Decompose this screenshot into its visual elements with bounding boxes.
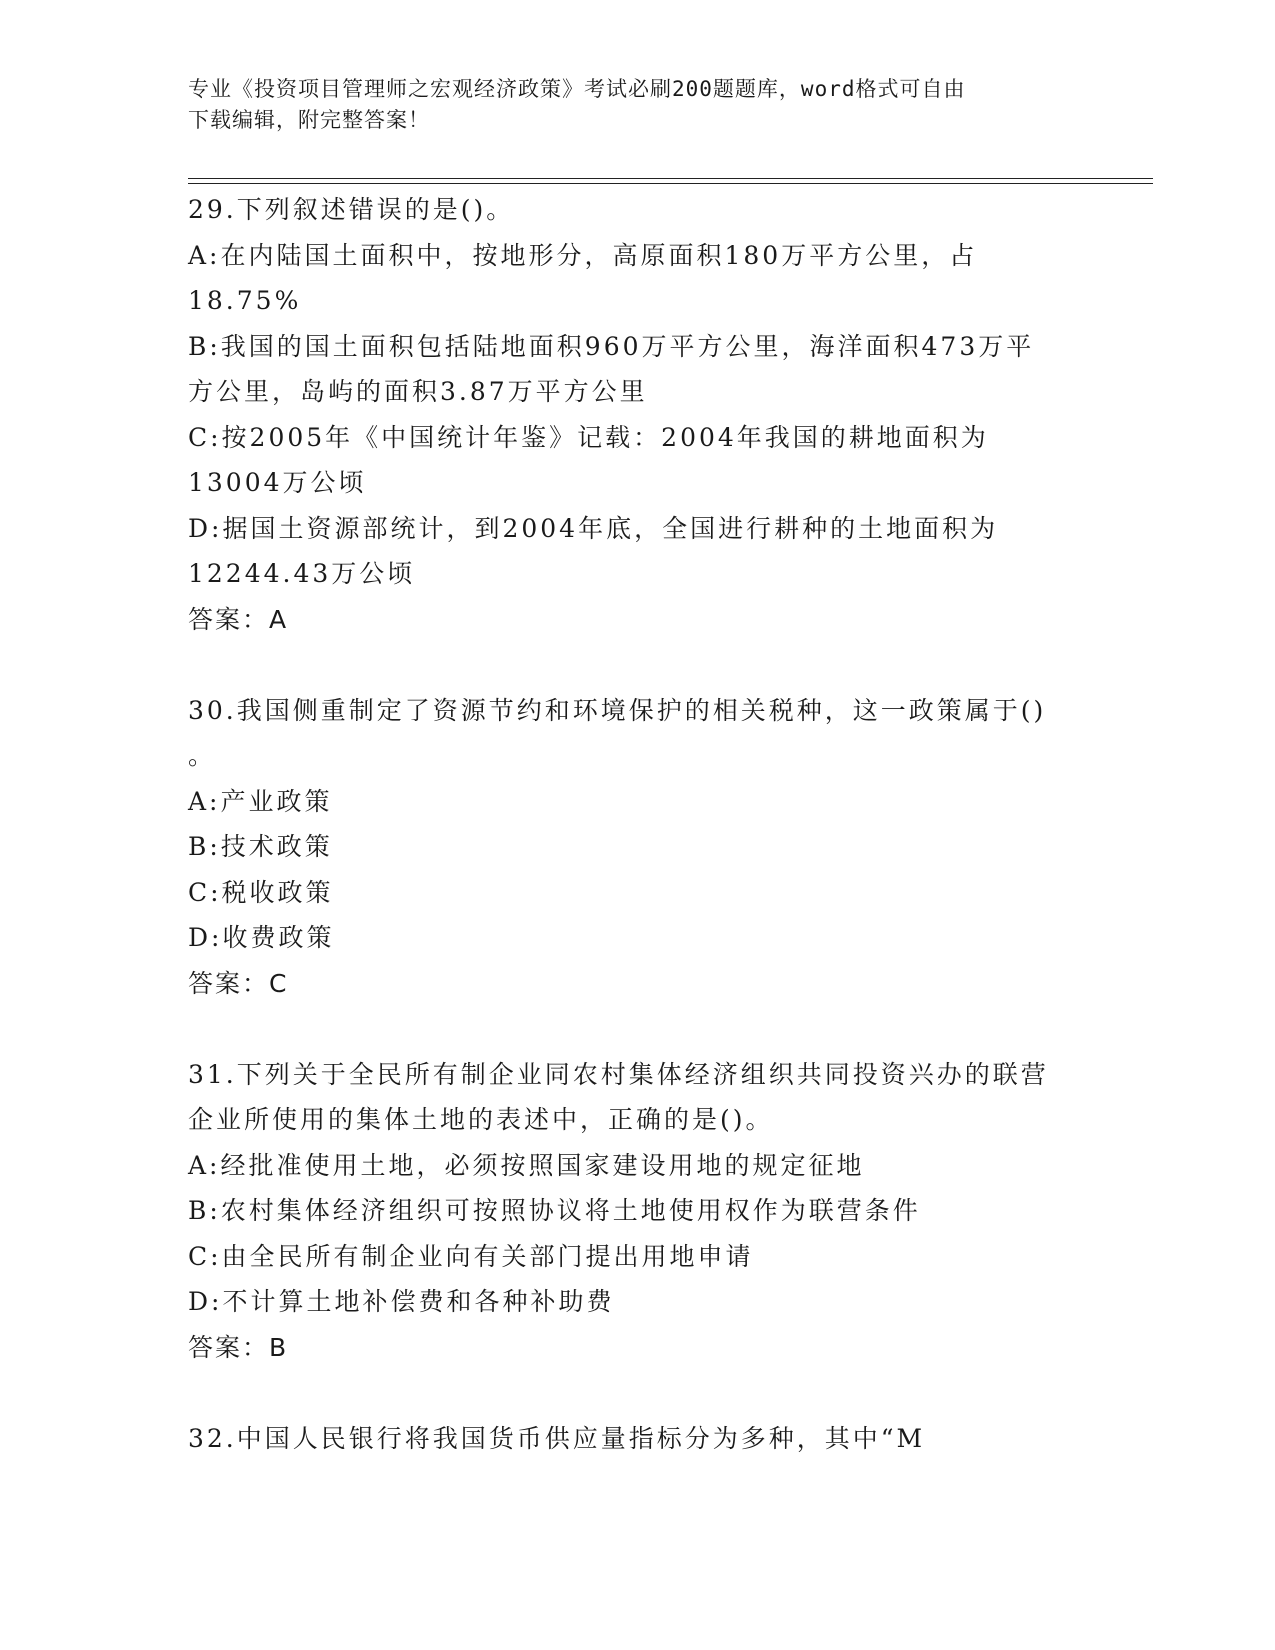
question-stem: 30.我国侧重制定了资源节约和环境保护的相关税种，这一政策属于() — [188, 695, 1047, 725]
question-stem: 32.中国人民银行将我国货币供应量指标分为多种，其中“M — [188, 1423, 926, 1453]
question-stem: 29.下列叙述错误的是()。 — [188, 195, 515, 224]
question-line: 。 — [188, 741, 217, 770]
question-line: C:税收政策 — [188, 877, 334, 907]
question-line: C:由全民所有制企业向有关部门提出用地申请 — [188, 1241, 754, 1271]
question-line: B:技术政策 — [188, 832, 333, 861]
question-line: 12244.43万公顷 — [188, 559, 416, 588]
question-line: C:按2005年《中国统计年鉴》记载：2004年我国的耕地面积为 — [188, 422, 989, 452]
question-stem: 31.下列关于全民所有制企业同农村集体经济组织共同投资兴办的联营 — [188, 1059, 1049, 1089]
question-line: 18.75% — [188, 286, 302, 315]
question-line: A:产业政策 — [188, 786, 333, 816]
question-line: D:据国土资源部统计，到2004年底，全国进行耕种的土地面积为 — [188, 513, 999, 543]
question-line: B:我国的国土面积包括陆地面积960万平方公里，海洋面积473万平 — [188, 331, 1035, 361]
question-line: 方公里，岛屿的面积3.87万平方公里 — [188, 377, 648, 406]
question-line: A:在内陆国土面积中，按地形分，高原面积180万平方公里，占 — [188, 240, 978, 270]
question-line: A:经批准使用土地，必须按照国家建设用地的规定征地 — [188, 1150, 865, 1180]
question-line: 企业所使用的集体土地的表述中，正确的是()。 — [188, 1105, 774, 1134]
question-line: D:收费政策 — [188, 923, 335, 952]
header-line-1: 专业《投资项目管理师之宏观经济政策》考试必刷200题题库，word格式可自由 — [188, 77, 966, 101]
question-line: B:农村集体经济组织可按照协议将土地使用权作为联营条件 — [188, 1196, 921, 1225]
question-block — [188, 1416, 1068, 1462]
question-block — [188, 187, 1068, 642]
document-header — [188, 74, 1068, 136]
answer-line: 答案：C — [188, 968, 289, 998]
question-line: D:不计算土地补偿费和各种补助费 — [188, 1287, 615, 1316]
header-rule-top — [188, 178, 1153, 179]
question-block — [188, 1052, 1068, 1371]
question-block — [188, 688, 1068, 1007]
answer-line: 答案：A — [188, 604, 289, 634]
header-line-2: 下载编辑，附完整答案！ — [188, 108, 430, 132]
question-line: 13004万公顷 — [188, 468, 367, 497]
header-rule-bottom — [188, 183, 1153, 184]
question-list — [188, 187, 1068, 1507]
answer-line: 答案：B — [188, 1332, 289, 1362]
